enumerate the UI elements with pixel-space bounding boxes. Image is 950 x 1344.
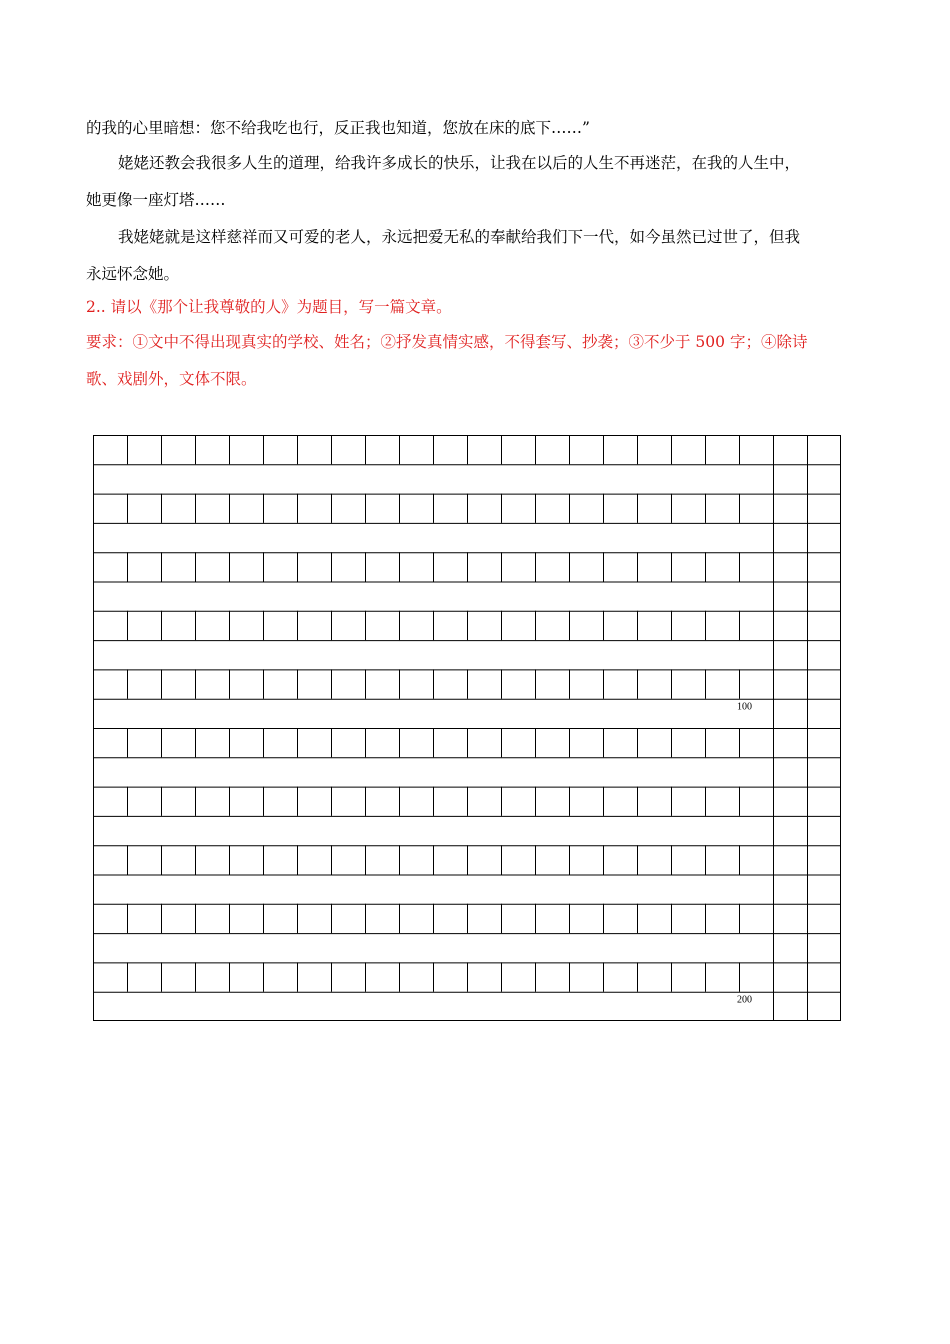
grid-count-marker: 200 [737,994,752,1006]
requirement-line-1: 要求：①文中不得出现真实的学校、姓名；②抒发真情实感，不得套写、抄袭；③不少于 500 字；④除诗 [86,333,808,351]
essay-line-4: 我姥姥就是这样慈祥而又可爱的老人，永远把爱无私的奉献给我们下一代，如今虽然已过世了，但我 [118,228,801,246]
essay-line-5: 永远怀念她。 [86,265,180,283]
grid-count-marker: 100 [737,701,752,713]
writing-prompt: 2.. 请以《那个让我尊敬的人》为题目，写一篇文章。 [86,298,452,316]
writing-grid[interactable] [93,435,843,1023]
requirement-line-2: 歌、戏剧外，文体不限。 [86,370,257,388]
essay-line-3: 她更像一座灯塔…… [86,191,226,209]
essay-line-2: 姥姥还教会我很多人生的道理，给我许多成长的快乐，让我在以后的人生不再迷茫，在我的人生中， [118,154,801,172]
essay-line-1: 的我的心里暗想：您不给我吃也行，反正我也知道，您放在床的底下……” [86,119,590,137]
